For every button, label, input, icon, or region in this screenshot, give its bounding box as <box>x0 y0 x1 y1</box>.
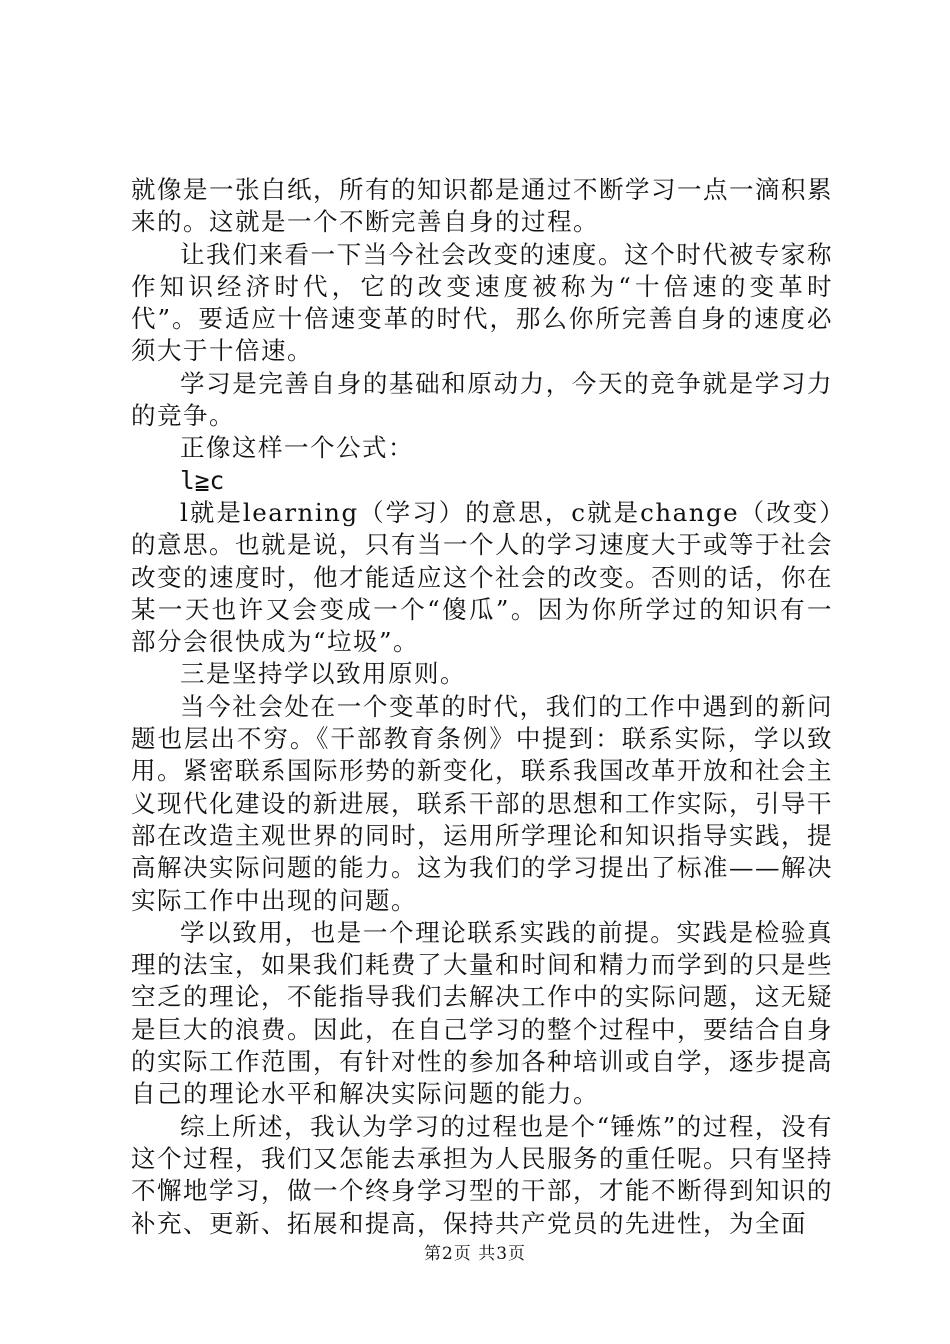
paragraph-theory-practice: 学以致用，也是一个理论联系实践的前提。实践是检验真理的法宝，如果我们耗费了大量和时间和精力而学到的只是些空乏的理论，不能指导我们去解决工作中的实际问题，这无疑是巨大的浪费。因此，在自己学习的整个过程中，要结合自身的实际工作范围，有针对性的参加各种培训或自学，逐步提高自己的理论水平和解决实际问题的能力。 <box>131 917 833 1109</box>
section-heading-principle-three: 三是坚持学以致用原则。 <box>180 659 466 689</box>
paragraph-formula-explanation: l就是learning（学习）的意思，c就是change（改变）的意思。也就是说，只有当一个人的学习速度大于或等于社会改变的速度时，他才能适应这个社会的改变。否则的话，你在某一天也许又会变成一个“傻瓜”。因为你所学过的知识有一部分会很快成为“垃圾”。 <box>131 497 833 657</box>
paragraph-learning-competition: 学习是完善自身的基础和原动力，今天的竞争就是学习力的竞争。 <box>131 368 833 431</box>
body-text <box>131 174 833 1240</box>
formula: l≧c <box>180 465 225 495</box>
paragraph-formula-intro: 正像这样一个公式： <box>180 433 414 463</box>
paragraph-cadre-education: 当今社会处在一个变革的时代，我们的工作中遇到的新问题也层出不穷。《干部教育条例》中提到：联系实际，学以致用。紧密联系国际形势的新变化，联系我国改革开放和社会主义现代化建设的新进展，联系干部的思想和工作实际，引导干部在改造主观世界的同时，运用所学理论和知识指导实践，提高解决实际问题的能力。这为我们的学习提出了标准——解决实际工作中出现的问题。 <box>131 691 833 915</box>
paragraph-conclusion: 综上所述，我认为学习的过程也是个“锤炼”的过程，没有这个过程，我们又怎能去承担为人民服务的重任呢。只有坚持不懈地学习，做一个终身学习型的干部，才能不断得到知识的补充、更新、拓展和提高，保持共产党员的先进性，为全面 <box>131 1111 833 1238</box>
paragraph-change-speed: 让我们来看一下当今社会改变的速度。这个时代被专家称作知识经济时代，它的改变速度被称为“十倍速的变革时代”。要适应十倍速变革的时代，那么你所完善自身的速度必须大于十倍速。 <box>131 239 833 366</box>
page-footer: 第2页 共3页 <box>423 1244 527 1264</box>
paragraph-continuation: 就像是一张白纸，所有的知识都是通过不断学习一点一滴积累来的。这就是一个不断完善自身的过程。 <box>131 175 833 237</box>
